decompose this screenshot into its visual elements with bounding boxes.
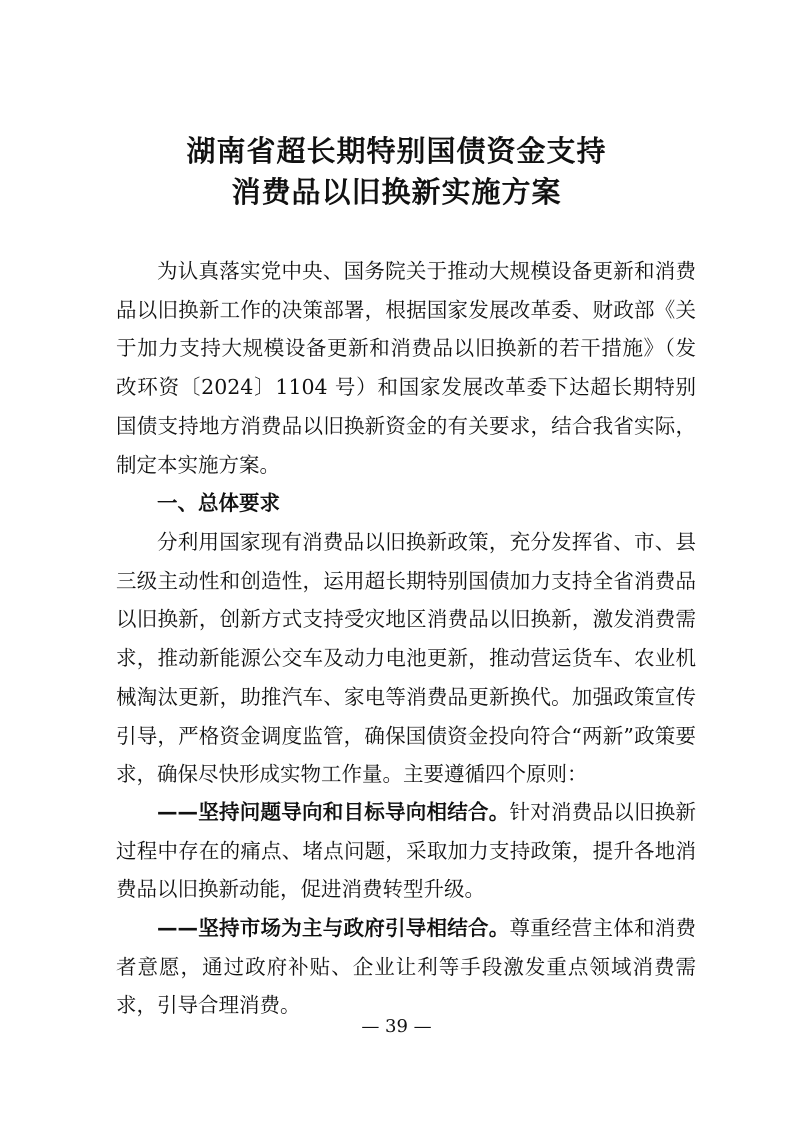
principle-paragraph-1 — [116, 793, 696, 909]
principle-paragraph-2 — [116, 909, 696, 1025]
principle-1-heading: ——坚持问题导向和目标导向相结合。 — [157, 800, 510, 824]
section-heading-general-requirements: 一、总体要求 — [157, 491, 280, 515]
intro-paragraph: 为认真落实党中央、国务院关于推动大规模设备更新和消费品以旧换新工作的决策部署，根据国家发展改革委、财政部《关于加力支持大规模设备更新和消费品以旧换新的若干措施》（发改环资〔2024〕1104 号）和国家发展改革委下达超长期特别国债支持地方消费品以旧换新资金的有关要求，结合我省实际，制定本实施方案。 — [116, 259, 696, 477]
principle-1-text: 针对消费品以旧换新过程中存在的痛点、堵点问题，采取加力支持政策，提升各地消费品以旧换新动能，促进消费转型升级。 — [116, 800, 696, 902]
principle-2-text: 尊重经营主体和消费者意愿，通过政府补贴、企业让利等手段激发重点领域消费需求，引导合理消费。 — [116, 916, 696, 1018]
document-title-line-2: 消费品以旧换新实施方案 — [231, 175, 562, 209]
page-number: — 39 — — [361, 1016, 432, 1037]
document-title-line-1: 湖南省超长期特别国债资金支持 — [186, 134, 607, 168]
general-requirements-paragraph: 分利用国家现有消费品以旧换新政策，充分发挥省、市、县三级主动性和创造性，运用超长期特别国债加力支持全省消费品以旧换新，创新方式支持受灾地区消费品以旧换新，激发消费需求，推动新能源公交车及动力电池更新，推动营运货车、农业机械淘汰更新，助推汽车、家电等消费品更新换代。加强政策宣传引导，严格资金调度监管，确保国债资金投向符合“两新”政策要求，确保尽快形成实物工作量。主要遵循四个原则： — [116, 530, 696, 787]
principle-2-heading: ——坚持市场为主与政府引导相结合。 — [157, 916, 510, 940]
